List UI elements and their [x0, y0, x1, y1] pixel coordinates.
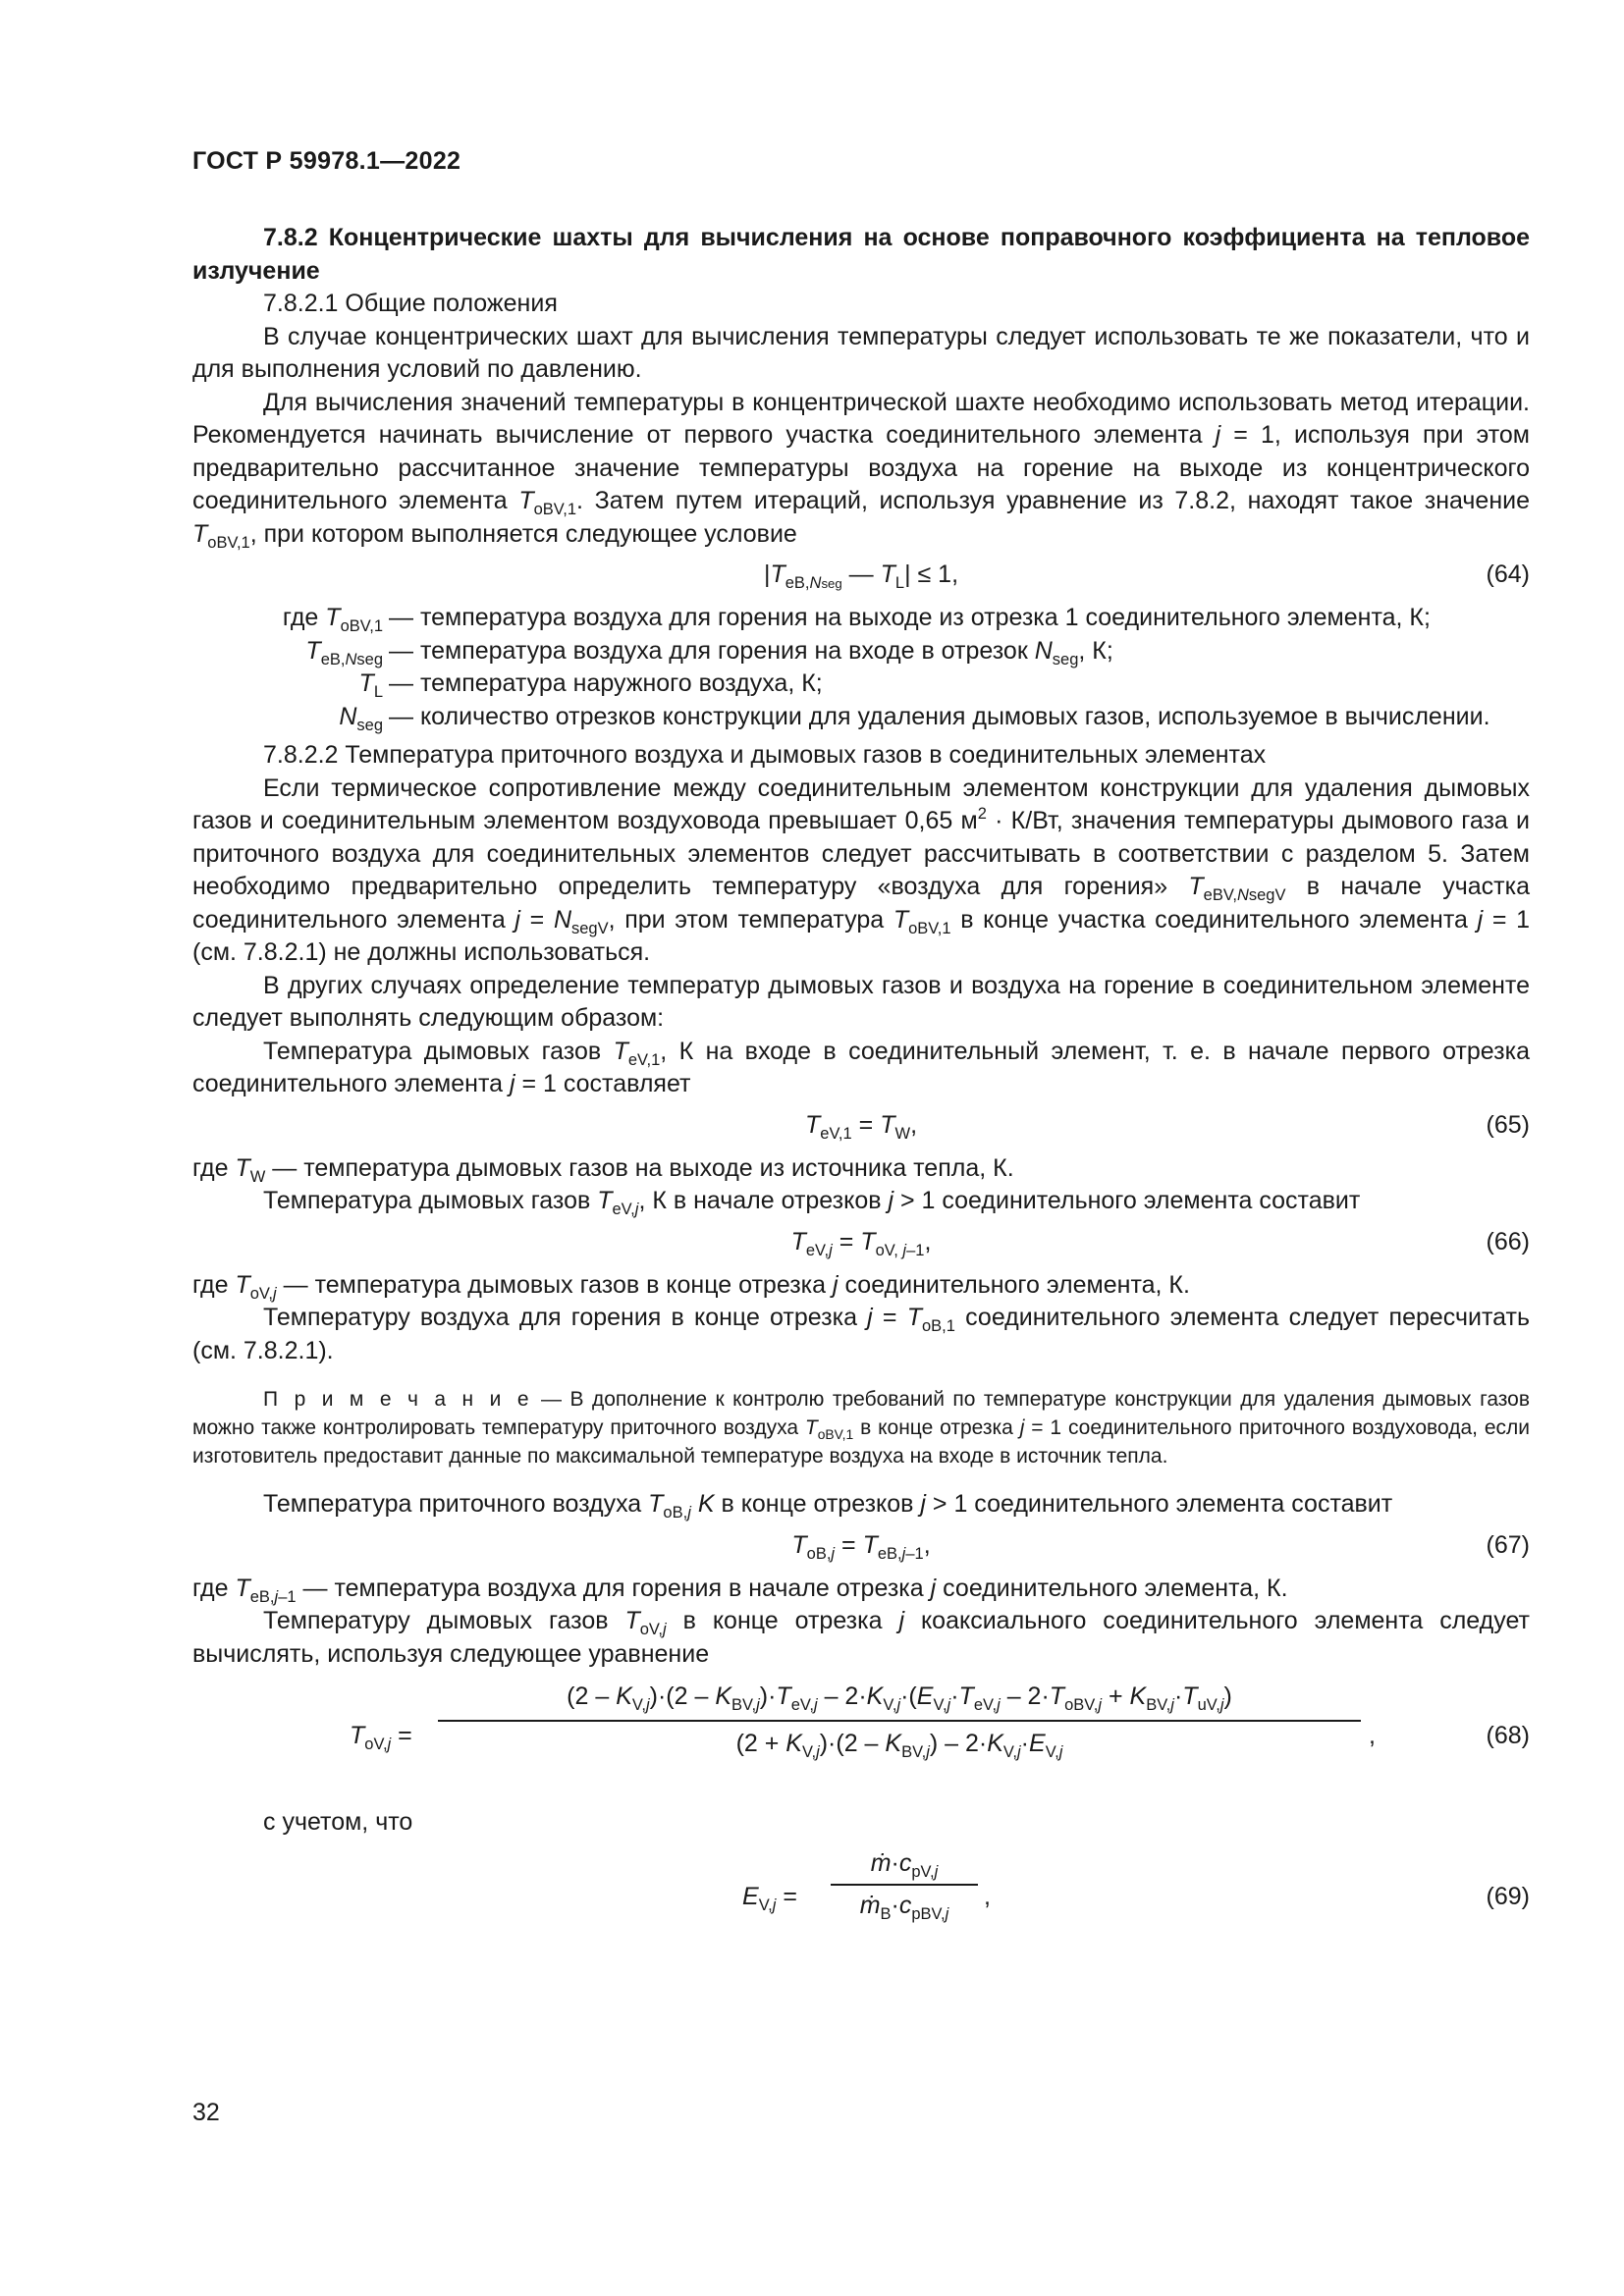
equation-64: $|T_{eB,Nseg}$ — $T_L| \le 1$, (64) [763, 561, 1530, 592]
note-block: П р и м е ч а н и е — В дополнение к контролю требований по температуре конструкции для удаления дымовых газов можно также контролировать температуру приточного воздуха $T_{oBV,1}$ в конце отрезка j = 1 соединительного приточного воздуховода, если изготовитель предоставит данные по максимальной температуре воздуха на входе в источник тепла. [192, 1388, 1530, 1468]
paragraph-3: Если термическое сопротивление между соединительным элементом конструкции для удаления дымовых газов и соединительным элементом воздуховода превышает 0,65 $м^2 \cdot К/Вт$, значения температуры дымового газа и приточного воздуха для соединительных элементов следует рассчитывать в соответствии с разделом 5. Затем необходимо предварительно определить температуру «воздуха для горения» $T_{eBV,NsegV}$ в начале участка соединительного элемента $j = N_{segV}$, при этом температура $T_{oBV,1}$ в конце участка соединительного элемента j = 1 (см. 7.8.2.1) не должны использоваться. [192, 774, 1531, 966]
where-list-64: где $T_{oBV,1}$ — температура воздуха для горения на выходе из отрезка 1 соединительного элемента, К; $T_{eB,Nseg}$ — температура воздуха для горения на входе в отрезок $N_{seg}$, К; $T_L$ — температура наружного воздуха, К; $N_{seg}$ — количество отрезков конструкции для удаления дымовых газов, используемое в вычислении. [282, 604, 1490, 734]
paragraph-7: Температуру воздуха для горения в конце отрезка $j = T_{oB,1}$ соединительного элемента следует пересчитать (см. 7.8.2.1). [192, 1304, 1531, 1364]
equation-66: $T_{eV,j} = T_{oV, j-1}$, (66) [790, 1227, 1530, 1259]
subsection-title-1: 7.8.2.1 Общие положения [263, 290, 558, 317]
equation-65: $T_{eV,1} = T_W$, (65) [804, 1110, 1530, 1143]
paragraph-9: Температуру дымовых газов $T_{oV,j}$ в конце отрезка j коаксиального соединительного элемента следует вычислять, используя следующее уравнение [192, 1607, 1530, 1668]
section-title: 7.8.2 Концентрические шахты для вычисления на основе поправочного коэффициента на тепловое излучение [192, 224, 1530, 285]
where-67: где $T_{eB,j-1}$ — температура воздуха для горения в начале отрезка j соединительного элемента, К. [192, 1574, 1288, 1606]
paragraph-4: В других случаях определение температур дымовых газов и воздуха на горение в соединительном элементе следует выполнять следующим образом: [192, 971, 1530, 1032]
paragraph-10: с учетом, что [263, 1808, 413, 1836]
paragraph-6: Температура дымовых газов $T_{eV,j}$, К в начале отрезков j > 1 соединительного элемента составит [263, 1187, 1361, 1218]
paragraph-1: В случае концентрических шахт для вычисления температуры следует использовать те же показатели, что и для выполнения условий по давлению. [192, 322, 1530, 383]
paragraph-8: Температура приточного воздуха $T_{oB,j}$ K в конце отрезков j > 1 соединительного элемента составит [263, 1490, 1393, 1522]
where-66: где $T_{oV,j}$ — температура дымовых газов в конце отрезка j соединительного элемента, К. [192, 1270, 1190, 1303]
equation-68: $T_{oV,j}$ = $(2 - K_{V,j})\cdot(2 - K_{BV,j})\cdot T_{eV,j} - 2\cdot K_{V,j}\cdot(E_{V,j}\cdot T_{eV,j} - 2\cdot T_{oBV,j} + K_{BV,j}\cdot T_{uV,j})$ $(2 + K_{V,j})\cdot(2 - K_{BV,j}) - 2\cdot K_{V,j}\cdot E_{V,j}$ , (68) [350, 1682, 1530, 1761]
paragraph-2: Для вычисления значений температуры в концентрической шахте необходимо использовать метод итерации. Рекомендуется начинать вычисление от первого участка соединительного элемента j = 1, используя при этом предварительно рассчитанное значение температуры воздуха на горение на выходе из концентрического соединительного элемента $T_{oBV,1}$. Затем путем итераций, используя уравнение из 7.8.2, находят такое значение $T_{oBV,1}$, при котором выполняется следующее условие [192, 388, 1530, 552]
document-body [192, 222, 1530, 1957]
subsection-title-2: 7.8.2.2 Температура приточного воздуха и дымовых газов в соединительных элементах [263, 741, 1267, 769]
paragraph-5: Температура дымовых газов $T_{eV,1}$, К на входе в соединительный элемент, т. е. в начале первого отрезка соединительного элемента j = 1 составляет [192, 1037, 1530, 1097]
document-header: ГОСТ Р 59978.1—2022 [192, 147, 461, 175]
page-number: 32 [192, 2099, 220, 2126]
where-65: где $T_W$ — температура дымовых газов на выходе из источника тепла, К. [192, 1153, 1014, 1186]
equation-67: $T_{oB,j} = T_{eB,j-1}$, (67) [791, 1530, 1530, 1563]
equation-69: $E_{V,j}$ = $ṁ\cdot c_{pV,j}$ $ṁ_B\cdot c_{pBV,j}$ , (69) [742, 1848, 1530, 1923]
